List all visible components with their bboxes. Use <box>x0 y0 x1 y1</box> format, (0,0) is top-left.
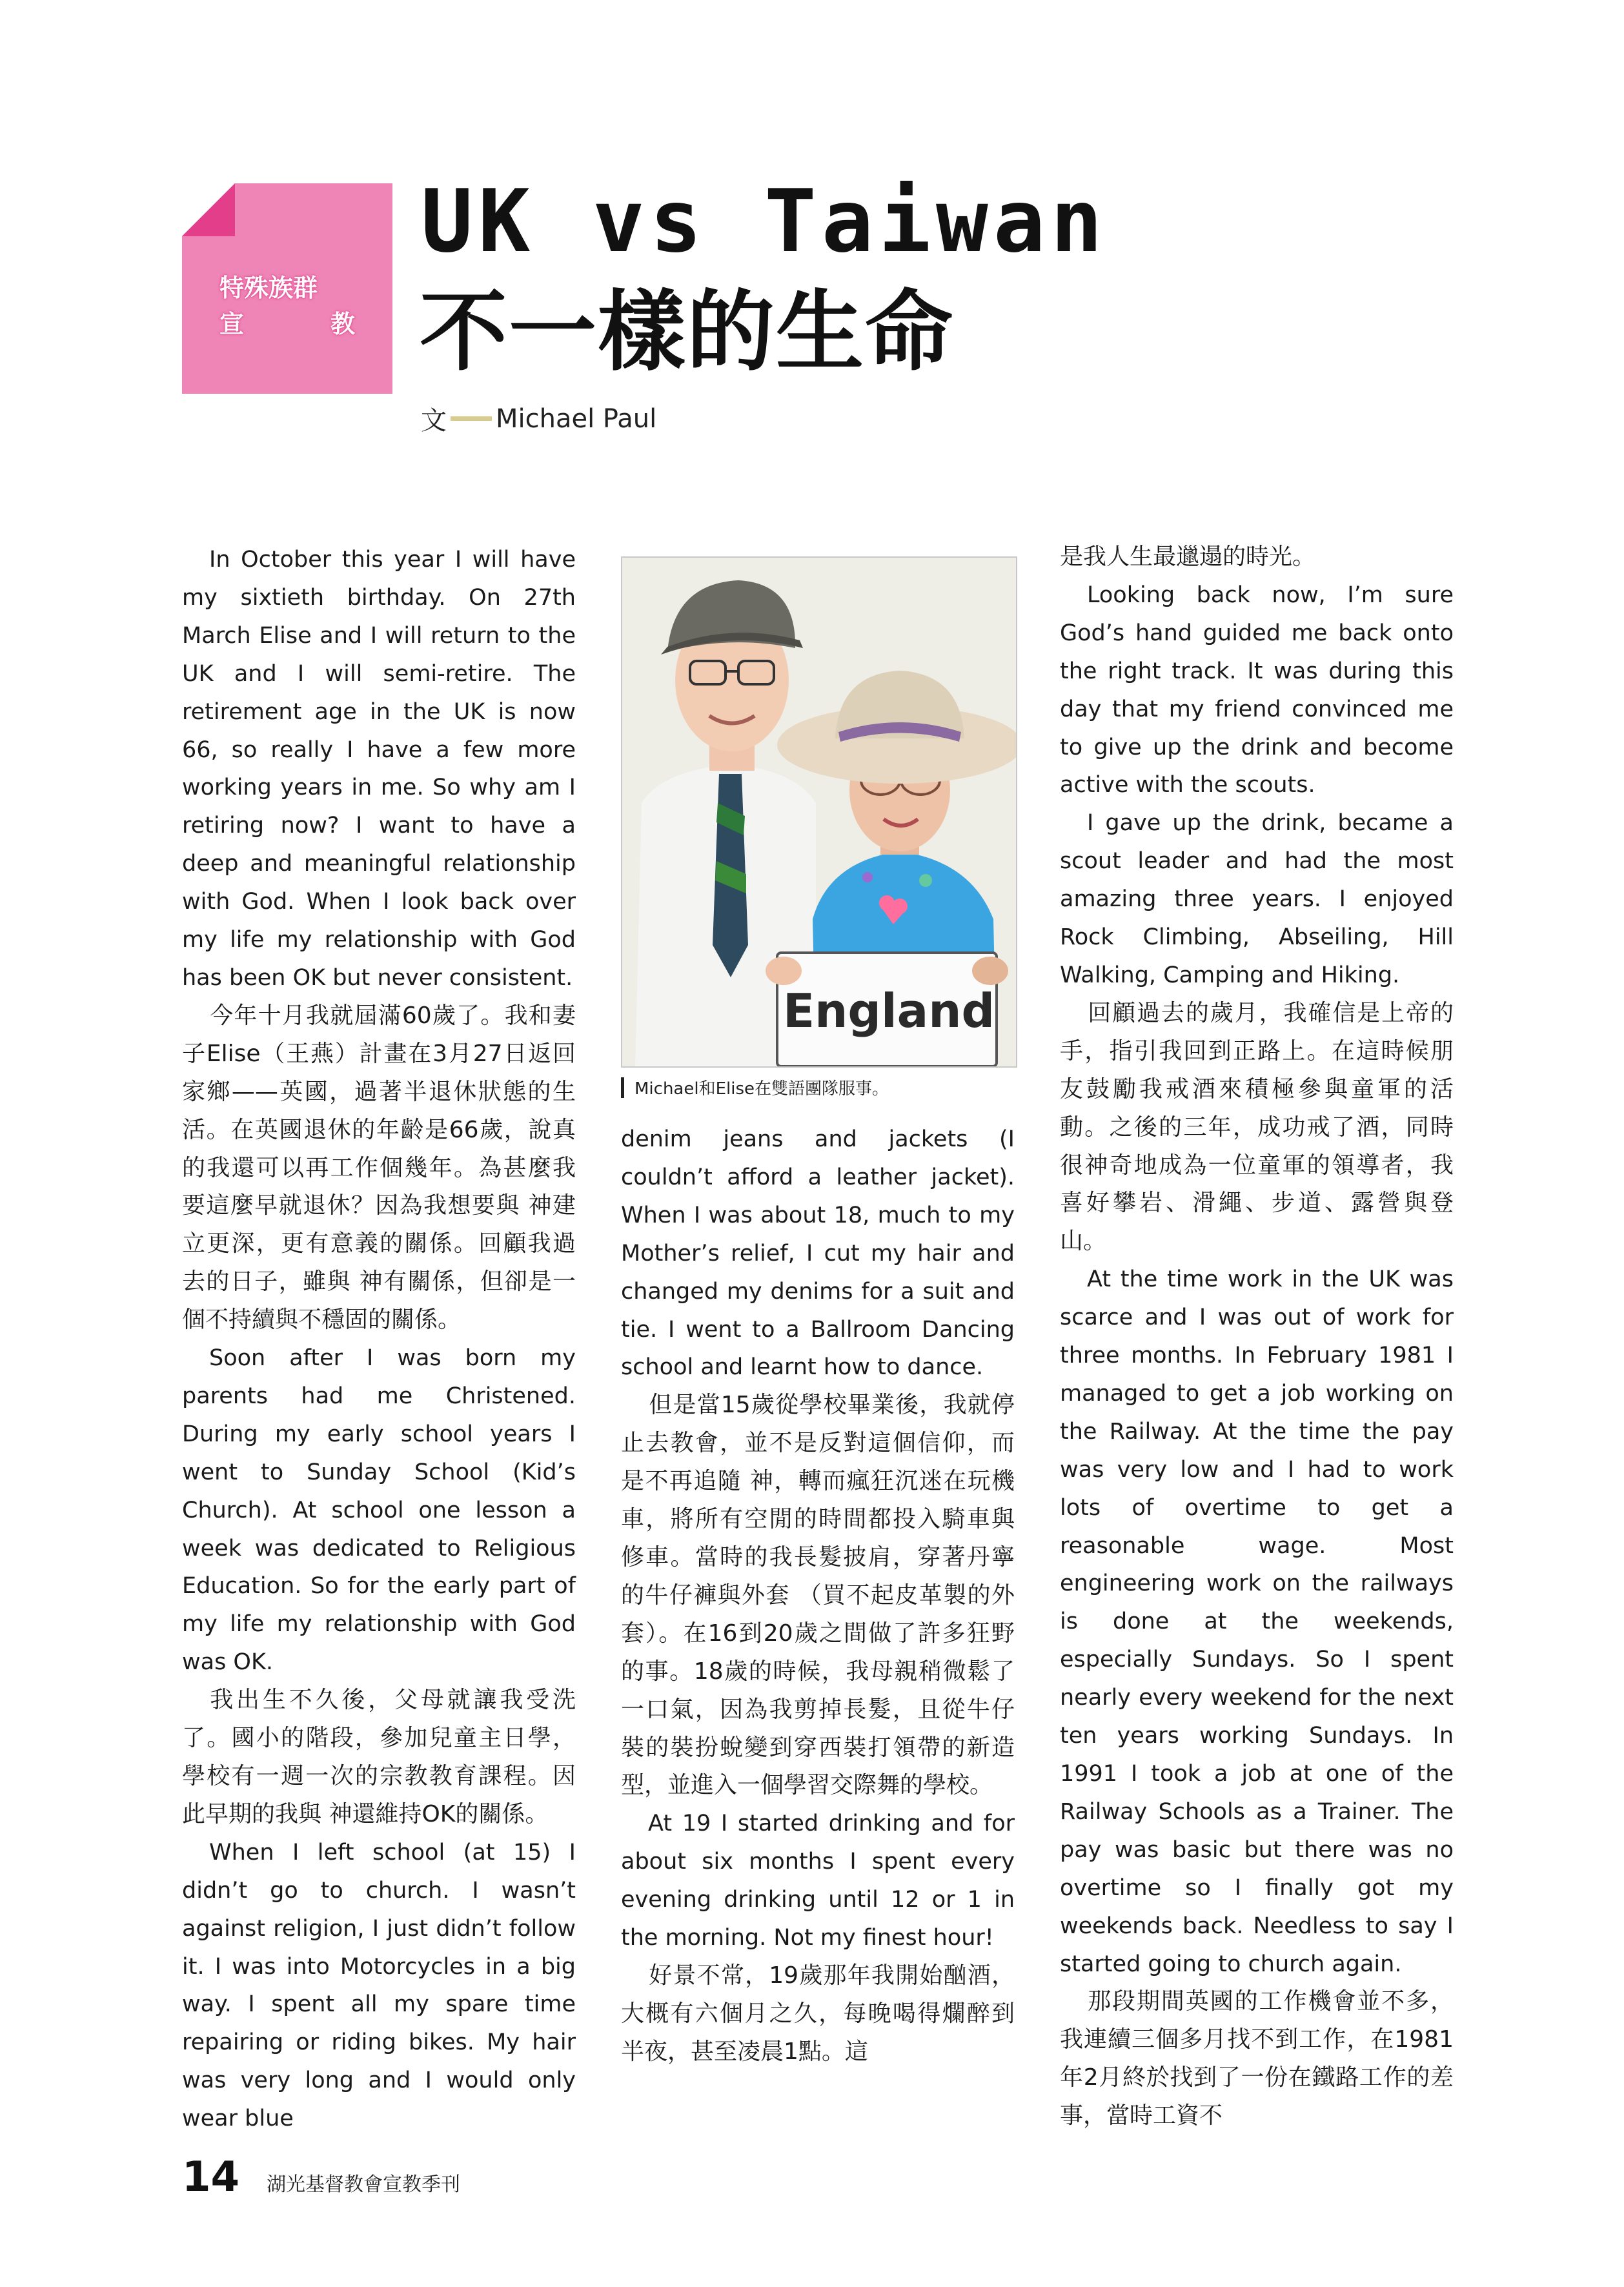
article-paragraph: 回顧過去的歲月，我確信是上帝的手，指引我回到正路上。在這時候朋友鼓勵我戒酒來積極參與童軍的活動。之後的三年，成功戒了酒，同時很神奇地成為一位童軍的領導者，我喜好攀岩、滑繩、步道、露營與登山。 <box>1060 999 1454 1255</box>
article-paragraph: 我出生不久後，父母就讓我受洗了。國小的階段，參加兒童主日學，學校有一週一次的宗教教育課程。因此早期的我與 神還維持OK的關係。 <box>182 1687 576 1827</box>
article-column-2 <box>621 1121 1015 2071</box>
article-paragraph: denim jeans and jackets (I couldn’t afford a leather jacket). When I was about 18, much to my Mother’s relief, I cut my hair and changed my denims for a suit and tie. I went to a Ballroom Dancing school and learnt how to dance. <box>621 1126 1015 1381</box>
article-paragraph: 今年十月我就屆滿60歲了。我和妻子Elise（王燕）計畫在3月27日返回家鄉——英國，過著半退休狀態的生活。在英國退休的年齡是66歲，說真的我還可以再工作個幾年。為甚麼我要這麼早就退休？因為我想要與 神建立更深，更有意義的關係。回顧我過去的日子，雖與 神有關係，但卻是一個不持續與不穩固的關係。 <box>182 1002 576 1334</box>
title-english: UK vs Taiwan <box>421 171 1108 272</box>
article-paragraph: In October this year I will have my sixtieth birthday. On 27th March Elise and I will return to the UK and I will semi-retire. The retirement age in the UK is now 66, so really I have a few more working years in me. So why am I retiring now? I want to have a deep and meaningful relationship with God. When I look back over my life my relationship with God has been OK but never consistent. <box>182 547 576 991</box>
byline-author: Michael Paul <box>496 403 657 434</box>
caption-bar <box>621 1077 624 1098</box>
article-paragraph: Soon after I was born my parents had me Christened. During my early school years I went to Sunday School (Kid’s Church). At school one lesson a week was dedicated to Religious Education. So for the early part of my life my relationship with God was OK. <box>182 1345 576 1676</box>
article-paragraph: At 19 I started drinking and for about six months I spent every evening drinking until 12 or 1 in the morning. Not my finest hour! <box>621 1811 1015 1951</box>
article-paragraph: 好景不常，19歲那年我開始酗酒，大概有六個月之久，每晚喝得爛醉到半夜，甚至凌晨1點。這 <box>621 1962 1015 2065</box>
section-tag-line2b: 教 <box>330 310 355 338</box>
page-footer <box>182 2153 460 2201</box>
page-number: 14 <box>182 2153 240 2201</box>
byline <box>421 400 656 437</box>
article-paragraph: 是我人生最邋遢的時光。 <box>1060 544 1316 570</box>
article-paragraph: Looking back now, I’m sure God’s hand guided me back onto the right track. It was during this day that my friend convinced me to give up the drink and become active with the scouts. <box>1060 582 1454 798</box>
photo-sign-text: England <box>782 984 995 1038</box>
article-paragraph: I gave up the drink, became a scout leader and had the most amazing three years. I enjoyed Rock Climbing, Abseiling, Hill Walking, Camping and Hiking. <box>1060 810 1454 988</box>
article-photo <box>621 556 1017 1068</box>
title-chinese: 不一樣的生命 <box>420 281 954 383</box>
section-tag-line2 <box>219 306 355 342</box>
caption-text: Michael和Elise在雙語團隊服事。 <box>634 1079 889 1099</box>
section-tag-line2a: 宣 <box>219 310 245 338</box>
article-column-3 <box>1060 538 1454 2135</box>
section-tag-fold-shadow <box>182 183 235 236</box>
section-tag-line1: 特殊族群 <box>219 274 318 302</box>
article-paragraph: At the time work in the UK was scarce and I was out of work for three months. In February 1981 I managed to get a job working on the Railway. At the time the pay was very low and I had to work lots of overtime to get a reasonable wage. Most engineering work on the railways is done at the weekends, especially Sundays. So I spent nearly every weekend for the next ten years working Sundays. In 1991 I took a job at one of the Railway Schools as a Trainer. The pay was basic but there was no overtime so I finally got my weekends back. Needless to say I started going to church again. <box>1060 1266 1454 1977</box>
byline-dash <box>451 416 492 421</box>
photo-caption <box>621 1075 889 1099</box>
publication-name: 湖光基督教會宣教季刊 <box>267 2173 461 2196</box>
article-column-1 <box>182 541 576 2138</box>
section-tag-text <box>219 270 355 342</box>
byline-prefix: 文 <box>421 406 447 436</box>
article-paragraph: 那段期間英國的工作機會並不多，我連續三個多月找不到工作，在1981年2月終於找到了一份在鐵路工作的差事，當時工資不 <box>1060 1988 1454 2129</box>
article-paragraph: When I left school (at 15) I didn’t go to church. I wasn’t against religion, I just didn’t follow it. I was into Motorcycles in a big way. I spent all my spare time repairing or riding bikes. My hair was very long and I would only wear blue <box>182 1839 576 2132</box>
article-paragraph: 但是當15歲從學校畢業後，我就停止去教會，並不是反對這個信仰，而是不再追隨 神，轉而瘋狂沉迷在玩機車，將所有空閒的時間都投入騎車與修車。當時的我長髮披肩，穿著丹寧的牛仔褲與外套 （買不起皮革製的外套）。在16到20歲之間做了許多狂野的事。18歲的時候，我母親稍微鬆了一口氣，因為我剪掉長髮，且從牛仔裝的裝扮蛻變到穿西裝打領帶的新造型，並進入一個學習交際舞的學校。 <box>621 1392 1015 1799</box>
